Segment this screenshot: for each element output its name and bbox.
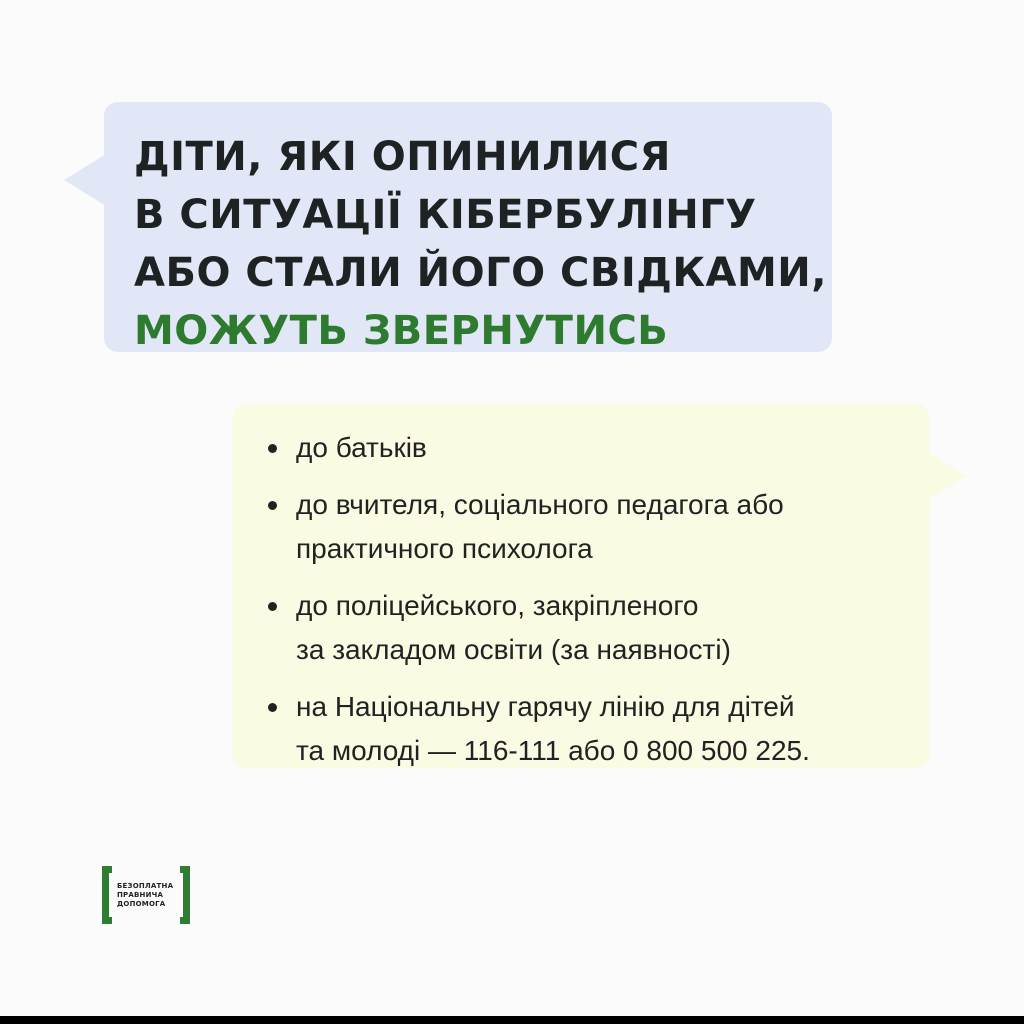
heading-title bbox=[134, 128, 827, 360]
list-item-line: до поліцейського, закріпленого bbox=[296, 590, 699, 621]
bullet-icon bbox=[268, 501, 277, 510]
list-bubble-tail bbox=[928, 452, 966, 500]
logo-text-line: ДОПОМОГА bbox=[117, 900, 166, 908]
list-item-police bbox=[268, 584, 810, 672]
bullet-icon bbox=[268, 602, 277, 611]
contacts-list bbox=[268, 426, 810, 786]
list-item-line: та молоді — 116-111 або 0 800 500 225. bbox=[296, 735, 810, 766]
bullet-icon bbox=[268, 444, 277, 453]
heading-speech-bubble bbox=[104, 102, 832, 352]
heading-line-1: ДІТИ, ЯКІ ОПИНИЛИСЯ bbox=[134, 134, 671, 180]
contacts-speech-bubble bbox=[232, 404, 930, 768]
logo-right-bracket bbox=[180, 866, 190, 924]
free-legal-aid-logo bbox=[102, 866, 190, 924]
logo-text-line: ПРАВНИЧА bbox=[117, 891, 164, 899]
list-item-line: до батьків bbox=[296, 432, 427, 463]
list-item-line: до вчителя, соціального педагога або bbox=[296, 489, 784, 520]
bottom-border-bar bbox=[0, 1016, 1024, 1024]
heading-accent-line: МОЖУТЬ ЗВЕРНУТИСЬ bbox=[134, 308, 669, 354]
logo-text-line: БЕЗОПЛАТНА bbox=[117, 882, 174, 890]
list-item-line: за закладом освіти (за наявності) bbox=[296, 634, 731, 665]
logo-left-bracket bbox=[102, 866, 112, 924]
list-item-teacher bbox=[268, 483, 810, 571]
list-item-parents bbox=[268, 426, 810, 470]
heading-line-3: АБО СТАЛИ ЙОГО СВІДКАМИ, bbox=[134, 250, 827, 296]
bullet-icon bbox=[268, 703, 277, 712]
list-item-line: практичного психолога bbox=[296, 533, 593, 564]
list-item-hotline bbox=[268, 685, 810, 773]
logo-text bbox=[117, 882, 173, 909]
heading-line-2: В СИТУАЦІЇ КІБЕРБУЛІНГУ bbox=[134, 192, 757, 238]
heading-bubble-tail bbox=[64, 154, 106, 206]
list-item-line: на Національну гарячу лінію для дітей bbox=[296, 691, 795, 722]
